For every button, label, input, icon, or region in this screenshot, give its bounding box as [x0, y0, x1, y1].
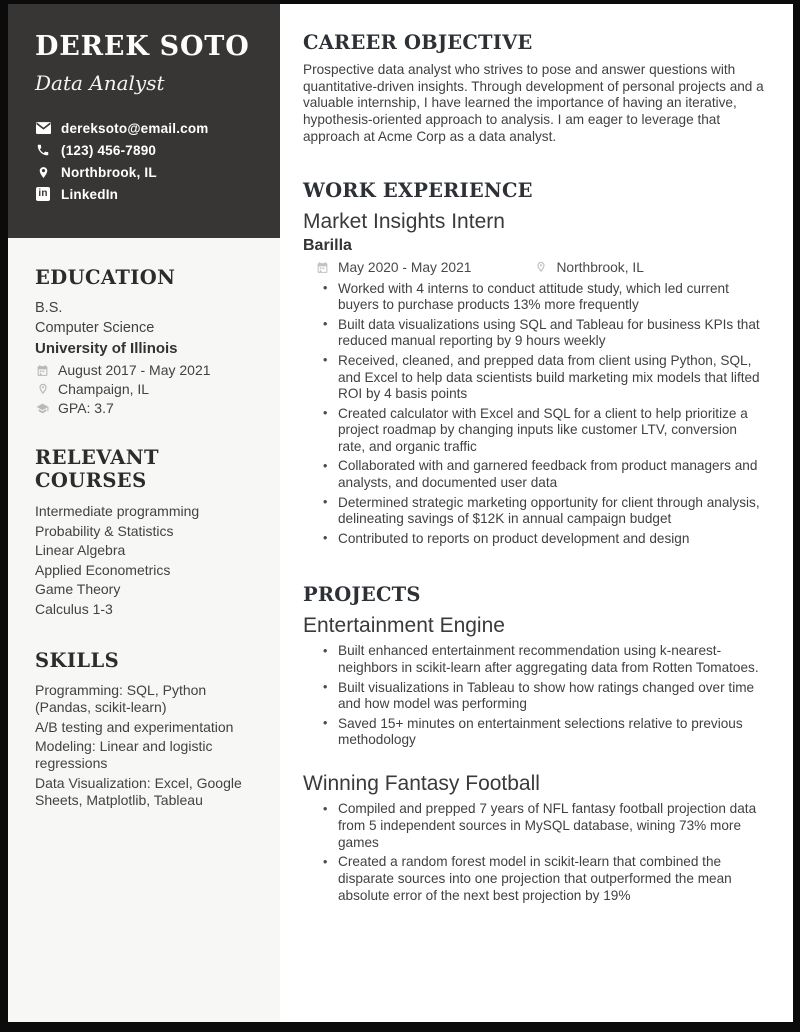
work-bullet-list	[303, 281, 765, 548]
contact-location	[35, 164, 262, 180]
project-bullet: • Built visualizations in Tableau to show how ratings changed over time and how model was performing	[303, 680, 765, 714]
course-item: Game Theory	[35, 581, 121, 597]
project-bullet-list	[303, 801, 765, 904]
work-company: Barilla	[303, 236, 352, 254]
project-bullet: • Compiled and prepped 7 years of NFL fantasy football projection data from 5 independent sources in MySQL database, wining 73% more games	[303, 801, 765, 851]
work-bullet: • Worked with 4 interns to conduct attitude study, which led current buyers to purchase products 13% more frequently	[303, 281, 765, 315]
sidebar	[8, 4, 280, 1022]
education-dates-row	[35, 362, 260, 378]
project-bullet-list	[303, 643, 765, 749]
skills-heading: SKILLS	[35, 649, 120, 672]
course-item: Probability & Statistics	[35, 522, 174, 539]
project-title: Entertainment Engine	[303, 614, 505, 638]
contact-phone	[35, 142, 262, 158]
objective-heading: CAREER OBJECTIVE	[303, 31, 533, 54]
project-bullet: • Built enhanced entertainment recommendation using k-nearest-neighbors in scikit-learn after aggregating data from Rotten Tomatoes.	[303, 643, 765, 677]
skill-item: Programming: SQL, Python (Pandas, scikit-learn)	[35, 682, 207, 715]
main-column	[280, 4, 793, 1022]
project-fantasy-football	[303, 772, 765, 904]
projects-section	[303, 583, 765, 904]
person-name: DEREK SOTO	[35, 31, 250, 62]
skill-item: A/B testing and experimentation	[35, 718, 234, 735]
identity-header	[8, 4, 280, 238]
education-school: University of Illinois	[35, 340, 178, 357]
work-section	[303, 179, 765, 548]
contact-phone-label: (123) 456-7890	[61, 142, 157, 158]
location-pin-icon	[35, 382, 50, 397]
work-dates: May 2020 - May 2021	[338, 259, 472, 275]
courses-list	[35, 502, 260, 619]
education-dates: August 2017 - May 2021	[58, 362, 211, 378]
contact-location-label: Northbrook, IL	[61, 164, 157, 180]
education-degree: B.S.	[35, 300, 63, 316]
courses-heading: RELEVANT COURSES	[35, 446, 159, 492]
education-gpa-row	[35, 400, 260, 416]
work-bullet: • Built data visualizations using SQL and Tableau for business KPIs that reduced manual reporting by 9 hours weekly	[303, 317, 765, 351]
education-heading: EDUCATION	[35, 266, 176, 289]
skill-item: Modeling: Linear and logistic regressions	[35, 738, 213, 771]
project-bullet: • Created a random forest model in scikit-learn that combined the disparate sources into one projection that outperformed the mean absolute error of the next best projection by 19%	[303, 854, 765, 904]
education-gpa: GPA: 3.7	[58, 400, 114, 416]
work-location-wrap	[533, 260, 643, 275]
work-role: Market Insights Intern	[303, 209, 505, 233]
course-item: Linear Algebra	[35, 542, 126, 558]
project-title: Winning Fantasy Football	[303, 772, 540, 796]
person-job-title: Data Analyst	[35, 71, 165, 95]
calendar-icon	[35, 363, 50, 378]
email-icon	[35, 120, 51, 136]
education-location: Champaign, IL	[58, 381, 150, 397]
objective-section	[303, 31, 765, 146]
contact-email[interactable]	[35, 120, 262, 136]
calendar-icon	[315, 260, 330, 275]
objective-text: Prospective data analyst who strives to pose and answer questions with quantitative-driven insights. Through development of personal projects and a valuable internship, I have learned the importance of having an iterative, hypothesis-oriented approach to analysis. I am eager to leverage that approach at Acme Corp as a data analyst.	[303, 62, 764, 144]
work-location: Northbrook, IL	[556, 259, 644, 275]
location-pin-icon	[533, 260, 548, 275]
education-location-row	[35, 381, 260, 397]
location-icon	[35, 164, 51, 180]
project-entertainment-engine	[303, 614, 765, 749]
sidebar-body	[8, 238, 280, 839]
skill-item: Data Visualization: Excel, Google Sheets, Matplotlib, Tableau	[35, 774, 242, 808]
work-meta-row	[303, 260, 765, 275]
skills-section	[35, 649, 260, 809]
graduation-cap-icon	[35, 401, 50, 416]
course-item: Intermediate programming	[35, 503, 200, 519]
course-item: Applied Econometrics	[35, 561, 171, 578]
projects-heading: PROJECTS	[303, 583, 421, 607]
skills-list	[35, 682, 260, 809]
education-field: Computer Science	[35, 319, 155, 336]
work-bullet: • Created calculator with Excel and SQL for a client to help prioritize a project roadmap by changing inputs like customer LTV, conversion rate, and organic traffic	[303, 406, 765, 456]
contact-linkedin-label: LinkedIn	[61, 186, 119, 202]
work-bullet: • Contributed to reports on product development and design	[303, 531, 765, 548]
education-section	[35, 266, 260, 416]
contact-email-label: dereksoto@email.com	[61, 120, 209, 136]
project-bullet: • Saved 15+ minutes on entertainment selections relative to previous methodology	[303, 716, 765, 750]
work-bullet: • Received, cleaned, and prepped data from client using Python, SQL, and Excel to help data scientists build marketing mix models that lifted ROI by 4 basis points	[303, 353, 765, 403]
courses-section	[35, 446, 260, 619]
work-bullet: • Determined strategic marketing opportunity for client through analysis, delineating savings of $12K in annual campaign budget	[303, 495, 765, 529]
work-bullet: • Collaborated with and garnered feedback from product managers and analysts, and documented user data	[303, 458, 765, 492]
work-heading: WORK EXPERIENCE	[303, 178, 533, 202]
linkedin-icon: in	[35, 186, 51, 202]
phone-icon	[35, 142, 51, 158]
course-item: Calculus 1-3	[35, 600, 113, 617]
contact-linkedin[interactable]	[35, 186, 262, 202]
contact-list	[35, 120, 262, 202]
